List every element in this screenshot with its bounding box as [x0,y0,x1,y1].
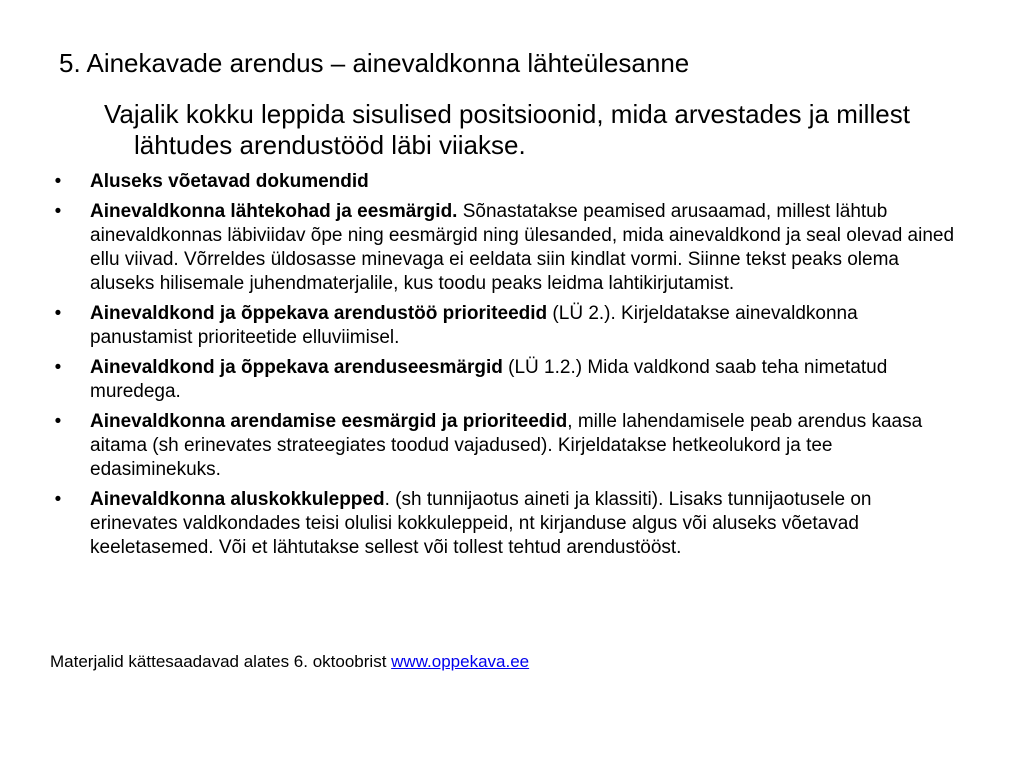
bullet-heading: Ainevaldkonna arendamise eesmärgid ja prioriteedid [90,411,568,432]
footer-note [50,651,529,673]
bullet-heading: Aluseks võetavad dokumendid [90,171,369,192]
bullet-dot-icon: • [54,171,62,192]
intro-paragraph: Vajalik kokku leppida sisulised positsioonid, mida arvestades ja millest lähtudes arendustööd läbi viiakse. [104,99,910,160]
bullet-text: (LÜ 2.). Kirjeldatakse ainevaldkonna panustamist prioriteetide elluviimisel. [90,303,858,348]
bullet-text: Sõnastatakse peamised arusaamad, millest lähtub ainevaldkonnas läbiviidav õpe ning eesmärgid ning ülesanded, mida ainevaldkond ja seal olevad ained ellu viivad. Võrreldes üldosasse minevaga ei eeldata siin kindlat vormi. Siinne tekst peaks olema aluseks hilisemale juhendmaterjalile, kus toodu peaks leidma lahtikirjutamist. [90,201,955,294]
bullet-item [48,410,963,482]
bullet-dot-icon: • [54,489,62,510]
oppekava-link[interactable]: www.oppekava.ee [391,652,530,671]
bullet-item [48,488,963,560]
bullet-dot-icon: • [54,411,62,432]
bullet-text: , mille lahendamisele peab arendus kaasa aitama (sh erinevates strateegiates toodud vajadused). Kirjeldatakse hetkeolukord ja tee edasiminekuks. [90,411,923,480]
bullet-text: . (sh tunnijaotus aineti ja klassiti). Lisaks tunnijaotusele on erinevates valdkondades teisi olulisi kokkuleppeid, nt kirjanduse algus või aluseks võetavad keeletasemed. Või et lähtutakse sellest või tollest tehtud arendustööst. [90,489,872,558]
bullet-list [48,170,963,566]
bullet-dot-icon: • [54,303,62,324]
bullet-item [48,170,963,194]
footer-text: Materjalid kättesaadavad alates 6. oktoobrist [50,652,392,671]
bullet-dot-icon: • [54,357,62,378]
bullet-heading: Ainevaldkond ja õppekava arendustöö prioriteedid [90,303,548,324]
bullet-text: (LÜ 1.2.) Mida valdkond saab teha nimetatud muredega. [90,357,888,402]
bullet-dot-icon: • [54,201,62,222]
slide-title: 5. Ainekavade arendus – ainevaldkonna lähteülesanne [59,48,690,78]
bullet-item [48,200,963,296]
bullet-heading: Ainevaldkond ja õppekava arenduseesmärgid [90,357,503,378]
bullet-heading: Ainevaldkonna lähtekohad ja eesmärgid. [90,201,458,222]
bullet-item [48,356,963,404]
bullet-item [48,302,963,350]
bullet-heading: Ainevaldkonna aluskokkulepped [90,489,385,510]
